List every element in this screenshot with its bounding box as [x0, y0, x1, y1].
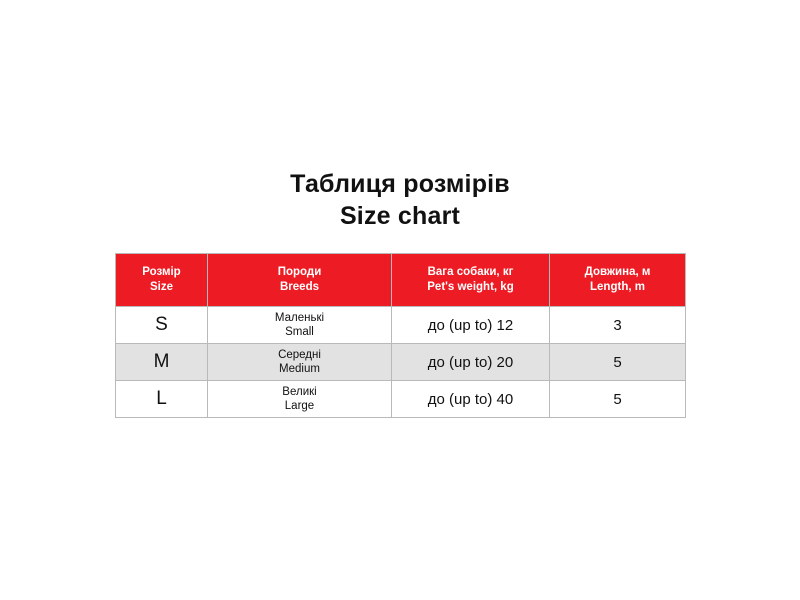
column-header-size: [116, 254, 208, 307]
cell-breeds-ua: Маленькі: [274, 312, 325, 324]
column-header-weight-ua: Вага собаки, кг: [427, 266, 514, 278]
column-header-weight: [392, 254, 550, 307]
table-header-row: [116, 254, 686, 307]
cell-length: 3: [550, 307, 686, 344]
column-header-weight-en: Pet's weight, kg: [427, 281, 514, 293]
cell-breeds: [208, 344, 392, 381]
cell-weight: до (up to) 12: [392, 307, 550, 344]
table-row: [116, 344, 686, 381]
table-row: [116, 381, 686, 418]
cell-breeds-en: Large: [284, 400, 315, 412]
cell-weight: до (up to) 20: [392, 344, 550, 381]
page-title-ua: Таблиця розмірів: [290, 170, 510, 198]
cell-weight: до (up to) 40: [392, 381, 550, 418]
column-header-size-en: Size: [149, 281, 173, 293]
cell-breeds-ua: Великі: [282, 386, 317, 398]
cell-breeds: [208, 307, 392, 344]
column-header-breeds-ua: Породи: [277, 266, 322, 278]
cell-breeds-ua: Середні: [278, 349, 321, 361]
size-chart-table: [115, 253, 686, 418]
column-header-breeds-en: Breeds: [280, 281, 319, 293]
page-title: [0, 168, 800, 232]
column-header-length-en: Length, m: [590, 281, 645, 293]
page-title-en: Size chart: [339, 202, 461, 230]
cell-size: M: [116, 344, 208, 381]
column-header-length: [550, 254, 686, 307]
cell-length: 5: [550, 344, 686, 381]
column-header-size-ua: Розмір: [142, 266, 181, 278]
table-row: [116, 307, 686, 344]
column-header-length-ua: Довжина, м: [584, 266, 651, 278]
cell-breeds: [208, 381, 392, 418]
table-body: [116, 307, 686, 418]
cell-size: L: [116, 381, 208, 418]
cell-breeds-en: Small: [285, 326, 314, 338]
table-header: [116, 254, 686, 307]
column-header-breeds: [208, 254, 392, 307]
cell-breeds-en: Medium: [279, 363, 320, 375]
cell-length: 5: [550, 381, 686, 418]
cell-size: S: [116, 307, 208, 344]
